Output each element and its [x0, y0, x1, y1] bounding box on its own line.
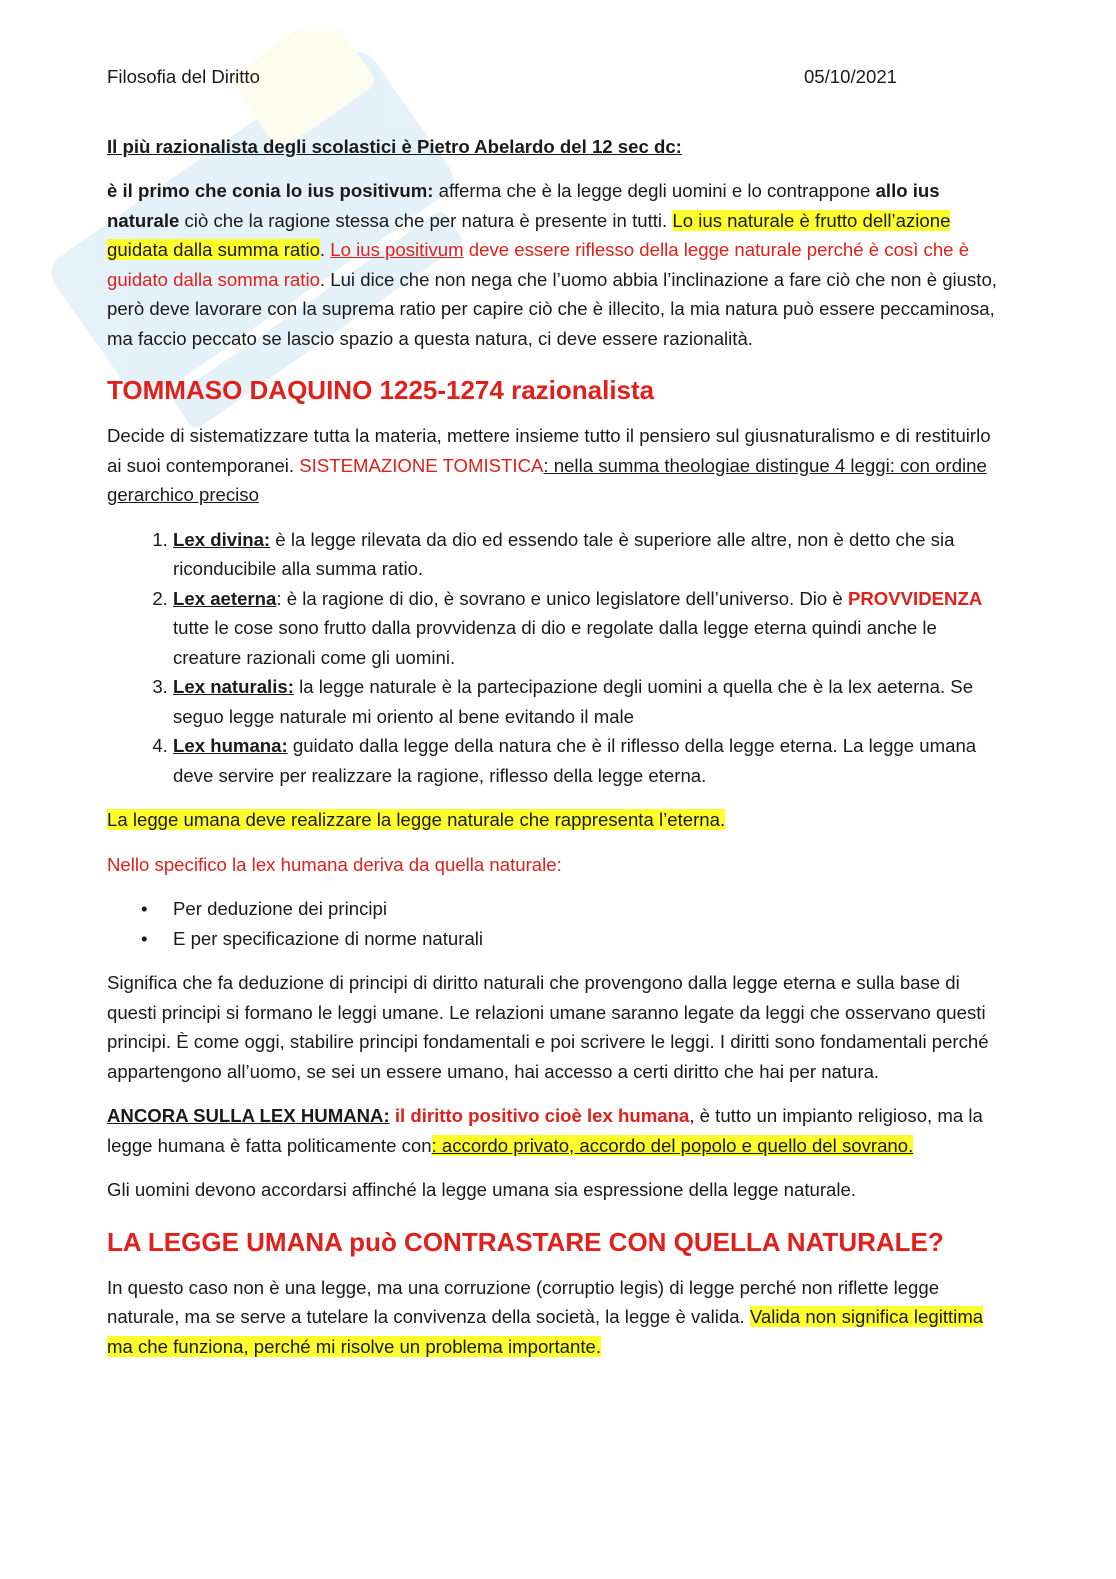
bullet-list: [107, 894, 1007, 953]
tommaso-paragraph: Decide di sistematizzare tutta la materia, mettere insieme tutto il pensiero sul giusnaturalismo e di restituirlo ai suoi contemporanei. SISTEMAZIONE TOMISTICA: nella summa theologiae distingue 4 leggi: con ordine gerarchico preciso: [107, 425, 991, 505]
ancora-paragraph: ANCORA SULLA LEX HUMANA: il diritto positivo cioè lex humana, è tutto un impianto religioso, ma la legge humana è fatta politicamente con: accordo privato, accordo del popolo e quello del sovrano.: [107, 1105, 983, 1156]
list-item: 2. Lex aeterna: è la ragione di dio, è sovrano e unico legislatore dell’universo. Dio è PROVVIDENZA tutte le cose sono frutto dalla provvidenza di dio e regolate dalla legge eterna quindi anche le creature razionali come gli uomini.: [173, 584, 1007, 673]
list-item: 3. Lex naturalis: la legge naturale è la partecipazione degli uomini a quella che è la lex aeterna. Se seguo legge naturale mi oriento al bene evitando il male: [173, 672, 1007, 731]
contrasto-paragraph: In questo caso non è una legge, ma una corruzione (corruptio legis) di legge perché non riflette legge naturale, ma se serve a tutelare la convivenza della società, la legge è valida. Valida non significa legittima ma che funziona, perché mi risolve un problema importante.: [107, 1276, 984, 1357]
section-title-tommaso: TOMMASO DAQUINO 1225-1274 razionalista: [107, 375, 655, 405]
laws-list: [107, 525, 1007, 791]
intro-heading: Il più razionalista degli scolastici è Pietro Abelardo del 12 sec dc:: [107, 135, 682, 157]
list-item: 4. Lex humana: guidato dalla legge della natura che è il riflesso della legge eterna. La legge umana deve servire per realizzare la ragione, riflesso della legge eterna.: [173, 731, 1007, 790]
gli-uomini-paragraph: Gli uomini devono accordarsi affinché la legge umana sia espressione della legge naturale.: [107, 1179, 857, 1200]
significa-paragraph: Significa che fa deduzione di principi di diritto naturali che provengono dalla legge eterna e sulla base di questi principi si formano le leggi umane. Le relazioni umane saranno legate da leggi che osservano questi principi. È come oggi, stabilire principi fondamentali e poi scrivere le leggi. I diritti sono fondamentali perché appartengono all’uomo, se sei un essere umano, hai accesso a certi diritto che hai per natura.: [107, 972, 989, 1082]
intro-paragraph: è il primo che conia lo ius positivum: afferma che è la legge degli uomini e lo contrappone allo ius naturale ciò che la ragione stessa che per natura è presente in tutti. Lo ius naturale è frutto dell’azione guidata dalla summa ratio. Lo ius positivum deve essere riflesso della legge naturale perché è così che è guidato dalla somma ratio. Lui dice che non nega che l’uomo abbia l’inclinazione a fare ciò che non è giusto, però deve lavorare con la suprema ratio per capire ciò che è illecito, la mia natura può essere peccaminosa, ma faccio peccato se lascio spazio a questa natura, ci deve essere razionalità.: [107, 180, 997, 349]
list-item: • E per specificazione di norme naturali: [173, 924, 1007, 954]
course-title: Filosofia del Diritto: [107, 66, 260, 87]
highlight-line: La legge umana deve realizzare la legge naturale che rappresenta l’eterna.: [107, 809, 726, 830]
page-header: [107, 62, 897, 92]
list-item: • Per deduzione dei principi: [173, 894, 1007, 924]
document-page: [107, 62, 1007, 1376]
list-item: 1. Lex divina: è la legge rilevata da dio ed essendo tale è superiore alle altre, non è detto che sia riconducibile alla summa ratio.: [173, 525, 1007, 584]
red-line: Nello specifico la lex humana deriva da quella naturale:: [107, 853, 562, 875]
section-title-contrasto: LA LEGGE UMANA può CONTRASTARE CON QUELLA NATURALE?: [107, 1226, 944, 1257]
highlight: Lo ius naturale è frutto dell’azione guidata dalla summa ratio: [107, 209, 951, 260]
document-date: 05/10/2021: [803, 66, 897, 87]
